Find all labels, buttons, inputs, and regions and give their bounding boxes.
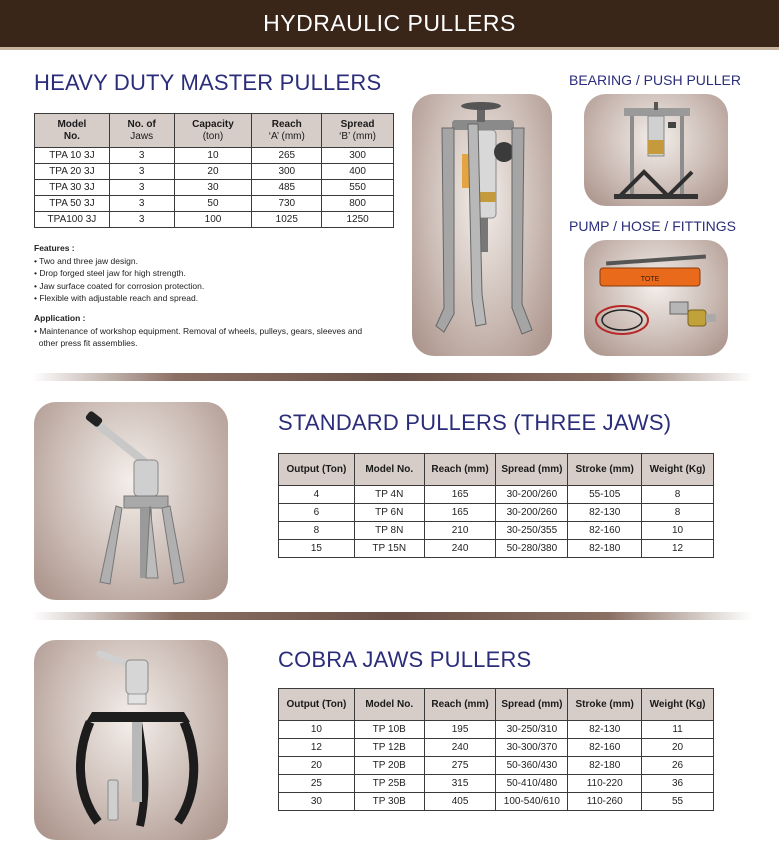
table-cell: 3 [109, 180, 174, 196]
table-cell: 4 [279, 486, 355, 504]
table-cell: 210 [424, 522, 496, 540]
table-cell: 82-130 [568, 504, 642, 522]
features-label: Features : [34, 243, 75, 253]
page-title: HYDRAULIC PULLERS [263, 10, 516, 36]
standard-pullers-table [278, 453, 714, 558]
pump-brand-label: TOTE [640, 276, 660, 283]
table-cell: 3 [109, 212, 174, 228]
table-row [279, 793, 714, 811]
header-text: No. of [127, 119, 156, 130]
table-cell: 100 [174, 212, 252, 228]
table-cell: 10 [279, 721, 355, 739]
table-cell: 315 [424, 775, 496, 793]
col-header-stroke: Stroke (mm) [568, 454, 642, 486]
table-cell: TP 8N [354, 522, 424, 540]
table-cell: TPA100 3J [35, 212, 110, 228]
table-cell: 265 [252, 148, 322, 164]
header-text: Jaws [130, 130, 154, 142]
table-cell: 8 [279, 522, 355, 540]
table-cell: 405 [424, 793, 496, 811]
table-cell: TP 4N [354, 486, 424, 504]
table-cell: TPA 30 3J [35, 180, 110, 196]
header-text: (ton) [202, 130, 224, 142]
table-cell: 3 [109, 164, 174, 180]
bearing-puller-heading: BEARING / PUSH PULLER [569, 72, 741, 88]
col-header-reach: Reach (mm) [424, 689, 496, 721]
col-header-reach [252, 114, 322, 148]
table-row [35, 196, 394, 212]
table-cell: 26 [642, 757, 714, 775]
table-cell: TP 12B [354, 739, 424, 757]
table-cell: TP 6N [354, 504, 424, 522]
table-row [279, 522, 714, 540]
table-cell: 165 [424, 486, 496, 504]
table-cell: 8 [642, 504, 714, 522]
table-cell: 110-260 [568, 793, 642, 811]
feature-item: • Drop forged steel jaw for high strength. [34, 268, 186, 278]
table-cell: 10 [174, 148, 252, 164]
table-cell: 50-410/480 [496, 775, 568, 793]
col-header-stroke: Stroke (mm) [568, 689, 642, 721]
table-cell: 3 [109, 148, 174, 164]
table-row [279, 486, 714, 504]
table-cell: TP 30B [354, 793, 424, 811]
col-header-spread: Spread (mm) [496, 454, 568, 486]
table-cell: 8 [642, 486, 714, 504]
table-cell: 275 [424, 757, 496, 775]
header-text: Reach [271, 119, 302, 130]
col-header-weight: Weight (Kg) [642, 689, 714, 721]
table-cell: TPA 50 3J [35, 196, 110, 212]
table-cell: 100-540/610 [496, 793, 568, 811]
table-cell: 110-220 [568, 775, 642, 793]
col-header-reach: Reach (mm) [424, 454, 496, 486]
bearing-puller-illustration [584, 94, 728, 206]
table-cell: 25 [279, 775, 355, 793]
table-cell: 82-180 [568, 757, 642, 775]
master-pullers-table [34, 113, 394, 228]
table-cell: 50-280/380 [496, 540, 568, 558]
col-header-capacity [174, 114, 252, 148]
table-cell: 30-200/260 [496, 504, 568, 522]
col-header-model: Model No. [354, 454, 424, 486]
table-cell: 20 [174, 164, 252, 180]
col-header-output: Output (Ton) [279, 689, 355, 721]
table-cell: 20 [279, 757, 355, 775]
table-cell: TPA 20 3J [35, 164, 110, 180]
table-header-row [35, 114, 394, 148]
table-cell: TPA 10 3J [35, 148, 110, 164]
col-header-weight: Weight (Kg) [642, 454, 714, 486]
application-item: • Maintenance of workshop equipment. Removal of wheels, pulleys, gears, sleeves and [34, 325, 363, 336]
table-row [35, 180, 394, 196]
table-cell: 400 [322, 164, 394, 180]
pump-hose-image [584, 240, 728, 356]
table-header-row [279, 689, 714, 721]
header-text: No. [63, 130, 80, 142]
table-cell: 82-130 [568, 721, 642, 739]
table-row [279, 757, 714, 775]
col-header-model [35, 114, 110, 148]
section-divider [32, 612, 752, 620]
master-pullers-heading: HEAVY DUTY MASTER PULLERS [34, 70, 382, 95]
table-cell: 12 [279, 739, 355, 757]
table-cell: 1250 [322, 212, 394, 228]
col-header-spread [322, 114, 394, 148]
table-cell: 240 [424, 540, 496, 558]
table-cell: 730 [252, 196, 322, 212]
table-cell: 12 [642, 540, 714, 558]
table-cell: 300 [322, 148, 394, 164]
table-cell: 30-200/260 [496, 486, 568, 504]
feature-item: • Jaw surface coated for corrosion protection. [34, 280, 205, 291]
section-divider [32, 373, 752, 381]
cobra-pullers-table [278, 688, 714, 811]
features-block [34, 242, 394, 305]
table-row [279, 721, 714, 739]
table-cell: 195 [424, 721, 496, 739]
table-cell: TP 15N [354, 540, 424, 558]
feature-item: • Flexible with adjustable reach and spread. [34, 293, 199, 303]
table-cell: 240 [424, 739, 496, 757]
table-cell: 300 [252, 164, 322, 180]
header-text: ‘B’ (mm) [339, 130, 376, 142]
col-header-model: Model No. [354, 689, 424, 721]
table-cell: 82-180 [568, 540, 642, 558]
master-puller-image [412, 94, 552, 356]
header-text: Spread [340, 119, 375, 130]
standard-puller-illustration [34, 402, 228, 600]
table-cell: 800 [322, 196, 394, 212]
application-item: other press fit assemblies. [34, 338, 138, 348]
table-cell: 3 [109, 196, 174, 212]
table-cell: 30-250/355 [496, 522, 568, 540]
master-puller-illustration [412, 94, 552, 356]
application-label: Application : [34, 313, 86, 323]
table-cell: 50-360/430 [496, 757, 568, 775]
table-cell: 10 [642, 522, 714, 540]
table-cell: 20 [642, 739, 714, 757]
cobra-puller-image [34, 640, 228, 840]
page-banner [0, 0, 779, 50]
table-cell: 30-300/370 [496, 739, 568, 757]
application-block [34, 312, 394, 350]
pump-hose-heading: PUMP / HOSE / FITTINGS [569, 218, 736, 234]
table-cell: 11 [642, 721, 714, 739]
table-row [35, 212, 394, 228]
table-cell: TP 25B [354, 775, 424, 793]
table-cell: 165 [424, 504, 496, 522]
col-header-jaws [109, 114, 174, 148]
table-row [35, 164, 394, 180]
table-cell: 36 [642, 775, 714, 793]
header-text: Capacity [192, 119, 234, 130]
col-header-output: Output (Ton) [279, 454, 355, 486]
table-cell: 82-160 [568, 739, 642, 757]
table-cell: 30-250/310 [496, 721, 568, 739]
table-cell: 50 [174, 196, 252, 212]
table-cell: 30 [174, 180, 252, 196]
table-cell: TP 10B [354, 721, 424, 739]
standard-pullers-heading: STANDARD PULLERS (THREE JAWS) [278, 410, 672, 435]
table-cell: 82-160 [568, 522, 642, 540]
table-header-row [279, 454, 714, 486]
table-cell: 1025 [252, 212, 322, 228]
bearing-puller-image [584, 94, 728, 206]
table-cell: 6 [279, 504, 355, 522]
table-row [35, 148, 394, 164]
table-cell: 485 [252, 180, 322, 196]
header-text: ‘A’ (mm) [268, 130, 305, 142]
table-row [279, 540, 714, 558]
table-cell: 550 [322, 180, 394, 196]
table-cell: 55 [642, 793, 714, 811]
pump-hose-illustration [584, 240, 728, 356]
table-cell: TP 20B [354, 757, 424, 775]
table-cell: 30 [279, 793, 355, 811]
col-header-spread: Spread (mm) [496, 689, 568, 721]
table-cell: 55-105 [568, 486, 642, 504]
standard-puller-image [34, 402, 228, 600]
header-text: Model [57, 119, 87, 130]
table-cell: 15 [279, 540, 355, 558]
cobra-puller-illustration [34, 640, 228, 840]
table-row [279, 775, 714, 793]
table-row [279, 739, 714, 757]
feature-item: • Two and three jaw design. [34, 255, 138, 266]
table-row [279, 504, 714, 522]
cobra-pullers-heading: COBRA JAWS PULLERS [278, 647, 532, 672]
